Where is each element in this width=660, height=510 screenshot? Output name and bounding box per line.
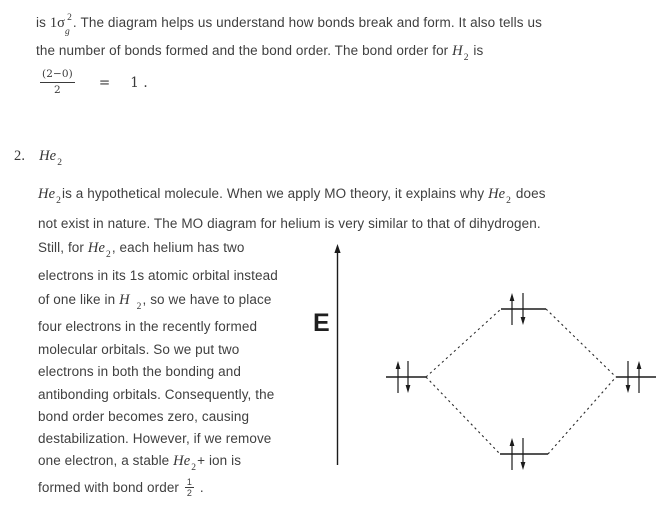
text-run: formed with bond order (38, 480, 183, 496)
text-run: . The diagram helps us understand how bonds break and form. It also tells us (72, 15, 542, 30)
list-item-he2-heading (14, 146, 63, 168)
arrow-head (521, 317, 526, 325)
text-run: bond order becomes zero, causing (38, 409, 250, 424)
he2-paragraph-line-2 (38, 214, 541, 234)
he2-paragraph-line-6 (38, 317, 257, 337)
bond-order-paragraph-line-2 (36, 41, 483, 63)
text-run: four electrons in the recently formed (38, 319, 258, 334)
he2-paragraph-line-1 (38, 184, 546, 206)
he2-symbol: He (488, 186, 506, 202)
arrow-head (406, 385, 411, 393)
arrow-head (510, 293, 515, 301)
connector-antibonding-to-right (546, 309, 616, 377)
sigma-orbital-symbol: 1σ (49, 15, 66, 31)
he2-paragraph-line-13 (38, 478, 204, 499)
equation-result: 1 . (130, 74, 148, 91)
equals-sign: = (98, 74, 111, 91)
list-item-number: 2. (14, 148, 26, 164)
he2-paragraph-line-5 (38, 290, 271, 312)
bond-order-fraction (40, 68, 75, 97)
h2-symbol: H (119, 292, 130, 308)
he2-symbol: He (38, 186, 56, 202)
he2-subscript: 2 (105, 250, 111, 260)
text-run: is a hypothetical molecule. When we apply MO theory, it explains why (61, 186, 489, 201)
he2-paragraph-line-3 (38, 238, 245, 260)
arrow-head (396, 361, 401, 369)
energy-levels (386, 309, 656, 454)
he2-symbol: He (39, 148, 57, 164)
he2-symbol: He (173, 453, 191, 469)
text-run: destabilization. However, if we remove (38, 431, 272, 446)
he2-paragraph-line-9 (38, 385, 274, 405)
he2-paragraph-line-12 (38, 451, 241, 473)
bond-order-equation (40, 68, 148, 97)
text-run: one electron, a stable (38, 453, 174, 468)
mo-energy-diagram (295, 235, 660, 510)
text-run: does (512, 186, 546, 201)
he2-subscript: 2 (506, 196, 512, 206)
he2-subscript: 2 (191, 463, 197, 473)
fraction-denominator: 2 (54, 84, 61, 96)
h2-subscript: 2 (136, 302, 142, 312)
connector-left-to-antibonding (426, 309, 501, 377)
fraction-denominator: 2 (186, 488, 192, 498)
connector-left-to-bonding (426, 377, 500, 454)
text-run: Still, for (38, 240, 88, 255)
text-run: the number of bonds formed and the bond order. The bond order for (36, 43, 453, 58)
text-run: , so we have to place (142, 292, 272, 307)
mo-connector-lines (426, 309, 616, 454)
he2-symbol: He (87, 240, 105, 256)
he2-paragraph-line-8 (38, 362, 241, 382)
text-run: electrons in both the bonding and (38, 364, 241, 379)
energy-axis-arrowhead-icon (334, 244, 340, 253)
text-run: molecular orbitals. So we put two (38, 342, 240, 357)
he2-paragraph-line-10 (38, 407, 249, 427)
sigma-superscript: 2 (67, 13, 72, 23)
h2-subscript: 2 (463, 53, 469, 63)
h2-symbol: H (452, 43, 463, 59)
text-run: , each helium has two (111, 240, 245, 255)
he2-subscript: 2 (56, 196, 61, 206)
text-run: + ion is (197, 453, 242, 468)
fraction-numerator: 1 (186, 477, 192, 487)
text-run: of one like in (38, 292, 120, 307)
he2-paragraph-line-7 (38, 340, 239, 360)
bond-order-paragraph-line-1 (36, 13, 542, 35)
energy-axis-label: E (313, 309, 330, 337)
he2-paragraph-line-11 (38, 429, 271, 449)
arrow-head (626, 385, 631, 393)
arrow-head (521, 462, 526, 470)
text-run: is (36, 15, 50, 30)
arrow-head (637, 361, 642, 369)
half-fraction (185, 477, 194, 498)
connector-bonding-to-right (548, 377, 616, 454)
text-run: electrons in its 1s atomic orbital instead (38, 268, 278, 283)
text-run: not exist in nature. The MO diagram for helium is very similar to that of dihydrogen. (38, 216, 541, 231)
he2-paragraph-line-4 (38, 266, 278, 286)
text-run: . (195, 480, 204, 496)
fraction-numerator: (2−0) (40, 68, 75, 83)
energy-axis (334, 244, 340, 465)
text-run: is (469, 43, 484, 58)
he2-subscript: 2 (57, 158, 63, 168)
text-run: antibonding orbitals. Consequently, the (38, 387, 275, 402)
arrow-head (510, 438, 515, 446)
sigma-subscript: g (64, 27, 70, 37)
